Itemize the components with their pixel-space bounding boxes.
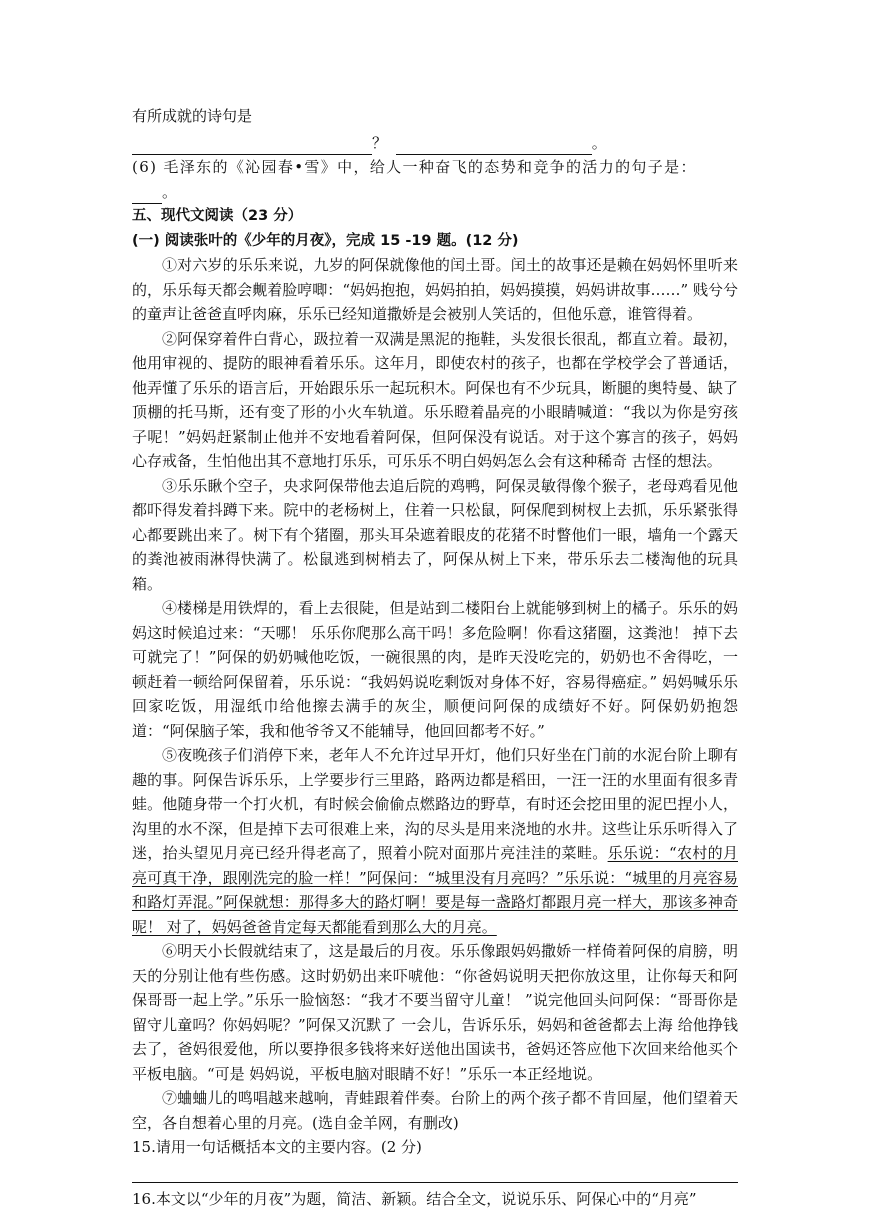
section-5-title: 五、现代文阅读（23 分） — [132, 208, 303, 224]
answer-blanks-line — [132, 131, 738, 156]
item-6-line — [132, 155, 738, 180]
item-6-text: (6) 毛泽东的《沁园春•雪》中，给人一种奋飞的态势和竞争的活力的句子是： — [132, 158, 697, 176]
period: 。 — [162, 182, 178, 201]
paragraph-6: ⑥明天小长假就结束了，这是最后的月夜。乐乐像跟妈妈撒娇一样倚着阿保的肩膀，明天的分别让他有些伤感。这时奶奶出来吓唬他：“你爸妈说明天把你放这里，让你每天和阿保哥哥一起上学。”乐乐一脸恼怒：“我才不要当留守儿童！ ”说完他回头问阿保：“哥哥你是留守儿童吗？你妈妈呢？”阿保又沉默了 一会儿，告诉乐乐，妈妈和爸爸都去上海 给他挣钱去了，爸妈很爱他，所以要挣很多钱将来好送他出国读书，爸妈还答应他下次回来给他买个平板电脑。“可是 妈妈说，平板电脑对眼睛不好！”乐乐一本正经地说。 — [132, 942, 738, 1083]
paragraph-5 — [132, 743, 738, 939]
poem-question-line — [132, 104, 738, 129]
paragraph-1: ①对六岁的乐乐来说，九岁的阿保就像他的闰土哥。闰土的故事还是赖在妈妈怀里听来的，乐乐每天都会觍着脸哼唧：“妈妈抱抱，妈妈拍拍，妈妈摸摸，妈妈讲故事……” 贱兮兮的童声让爸爸直呼肉麻，乐乐已经知道撒娇是会被别人笑话的，但他乐意，谁管得着。 — [132, 256, 738, 323]
paragraph-7: ⑦蛐蛐儿的鸣唱越来越响，青蛙跟着伴奏。台阶上的两个孩子都不肯回屋，他们望着天空，各自想着心里的月亮。(选自金羊网，有删改) — [132, 1089, 738, 1132]
answer-blank-1[interactable] — [132, 136, 372, 155]
document-page — [132, 104, 738, 1211]
question-15: 15.请用一句话概括本文的主要内容。(2 分) — [132, 1138, 422, 1156]
reading-1-title: (一) 阅读张叶的《少年的月夜》，完成 15 -19 题。(12 分) — [132, 232, 519, 249]
question-mark: ？ — [372, 133, 388, 152]
item-6-blank-line — [132, 180, 738, 205]
underlined-sentence: 乐乐说：“农村的月亮可真干净，跟刚洗完的脸一样！”阿保问：“城里没有月亮吗？”乐乐说：“城里的月亮容易和路灯弄混。”阿保就想：那得多大的路灯啊！要是每一盏路灯都跟月亮一样大，那该多神奇呢！ 对了，妈妈爸爸肯定每天都能看到那么大的月亮。 — [132, 844, 738, 936]
question-16: 16.本文以“少年的月夜”为题，简洁、新颖。结合全文，说说乐乐、阿保心中的“月亮” — [132, 1189, 697, 1208]
answer-blank-3[interactable] — [132, 185, 162, 204]
paragraph-4: ④楼梯是用铁焊的，看上去很陡，但是站到二楼阳台上就能够到树上的橘子。乐乐的妈妈这时候追过来：“天哪！ 乐乐你爬那么高干吗！多危险啊！你看这猪圈，这粪池！ 掉下去可就完了！”阿保的奶奶喊他吃饭，一碗很黑的肉，是昨天没吃完的，奶奶也不舍得吃，一顿赶着一顿给阿保留着，乐乐说：“我妈妈说吃剩饭对身体不好，容易得癌症。” 妈妈喊乐乐回家吃饭，用湿纸巾给他擦去满手的灰尘，顺便问阿保的成绩好不好。阿保奶奶抱怨道：“阿保脑子笨，我和他爷爷又不能辅导，他回回都考不好。” — [132, 599, 738, 740]
question-text: 有所成就的诗句是 — [132, 107, 253, 125]
answer-blank-2[interactable] — [396, 136, 592, 155]
question-15-answer-line[interactable] — [132, 1162, 738, 1183]
paragraph-2: ②阿保穿着件白背心，趿拉着一双满是黑泥的拖鞋，头发很长很乱，都直立着。最初，他用审视的、提防的眼神看着乐乐。这年月，即使农村的孩子，也都在学校学会了普通话，他弄懂了乐乐的语言后，开始跟乐乐一起玩积木。阿保也有不少玩具，断腿的奥特曼、缺了顶棚的托马斯，还有变了形的小火车轨道。乐乐瞪着晶亮的小眼睛喊道：“我以为你是穷孩子呢！”妈妈赶紧制止他并不安地看着阿保，但阿保没有说话。对于这个寡言的孩子，妈妈心存戒备，生怕他出其不意地打乐乐，可乐乐不明白妈妈怎么会有这种稀奇 古怪的想法。 — [132, 329, 738, 470]
period: 。 — [591, 133, 607, 152]
paragraph-5-text: ⑤夜晚孩子们消停下来，老年人不允许过早开灯，他们只好坐在门前的水泥台阶上聊有趣的事。阿保告诉乐乐，上学要步行三里路，路两边都是稻田，一汪一汪的水里面有很多青蛙。他随身带一个打火机，有时候会偷偷点燃路边的野草，有时还会挖田里的泥巴捏小人，沟里的水不深，但是掉下去可很难上来，沟的尽头是用来浇地的水井。这些让乐乐听得入了迷，抬头望见月亮已经升得老高了，照着小院对面那片亮洼洼的菜畦。 — [132, 746, 738, 862]
paragraph-3: ③乐乐瞅个空子，央求阿保带他去追后院的鸡鸭，阿保灵敏得像个猴子，老母鸡看见他都吓得发着抖蹲下来。院中的老杨树上，住着一只松鼠，阿保爬到树杈上去抓，乐乐紧张得心都要跳出来了。树下有个猪圈，那头耳朵遮着眼皮的花猪不时瞥他们一眼，墙角一个露天的粪池被雨淋得快满了。松鼠逃到树梢去了，阿保从树上下来，带乐乐去二楼淘他的玩具箱。 — [132, 476, 738, 593]
